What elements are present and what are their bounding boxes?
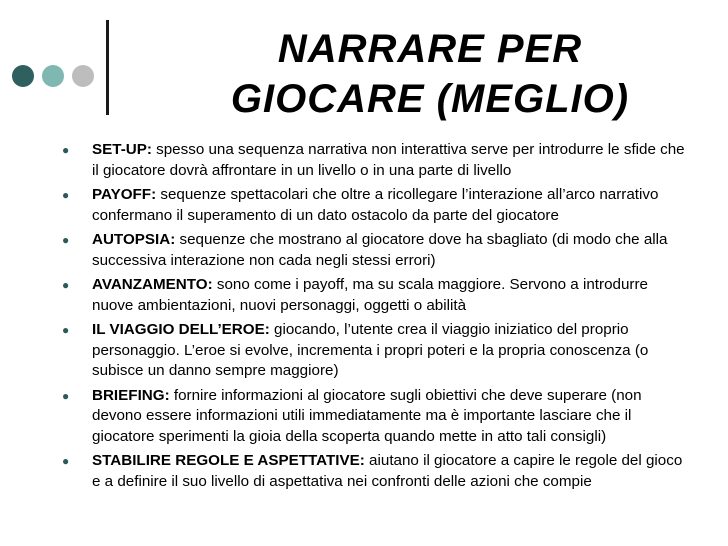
circle-bullet-icon: ● — [62, 323, 70, 337]
item-text: giocando, l’utente crea il viaggio iniziatico del proprio personaggio. L’eroe si evolve, incrementa i propri poteri e la propria conoscenza (o subisce un danno sempre maggiore) — [92, 321, 649, 379]
list-item — [62, 386, 687, 448]
item-label: SET-UP: — [92, 141, 152, 158]
bullet-list — [62, 140, 687, 496]
circle-bullet-icon: ● — [62, 188, 70, 202]
decorative-vertical-line — [106, 20, 109, 115]
item-label: BRIEFING: — [92, 386, 170, 404]
circle-bullet-icon: ● — [62, 388, 70, 403]
circle-bullet-icon: ● — [62, 233, 70, 247]
slide-title-line-2: GIOCARE (MEGLIO) — [230, 77, 630, 121]
list-item — [62, 185, 687, 226]
decorative-dot-teal — [42, 65, 64, 87]
item-text: sequenze spettacolari che oltre a ricollegare l’interazione all’arco narrativo confermano il superamento di un dato ostacolo da parte del giocatore — [92, 186, 659, 224]
item-text: fornire informazioni al giocatore sugli obiettivi che deve superare (non devono essere informazioni utili immediatamente ma è importante lasciare che il giocatore sperimenti la gioia della scoperta quando mette in atto tali consigli) — [92, 386, 642, 445]
item-label: IL VIAGGIO DELL’EROE: — [92, 321, 270, 338]
list-item — [62, 275, 687, 316]
item-label: PAYOFF: — [92, 186, 157, 203]
decorative-dot-gray — [72, 65, 94, 87]
item-text: sono come i payoff, ma su scala maggiore. Servono a introdurre nuove ambientazioni, nuovi personaggi, oggetti o abilità — [92, 276, 648, 314]
item-text: sequenze che mostrano al giocatore dove ha sbagliato (di modo che alla successiva interazione non cada negli stessi errori) — [92, 231, 668, 269]
circle-bullet-icon: ● — [62, 454, 70, 468]
item-label: STABILIRE REGOLE E ASPETTATIVE: — [92, 452, 365, 469]
decorative-dot-dark — [12, 65, 34, 87]
item-label: AUTOPSIA: — [92, 231, 176, 248]
circle-bullet-icon: ● — [62, 143, 70, 157]
item-text: spesso una sequenza narrativa non interattiva serve per introdurre le sfide che il giocatore dovrà affrontare in un livello o in una parte di livello — [92, 141, 685, 179]
slide-title-line-1: NARRARE PER — [277, 27, 583, 71]
item-label: AVANZAMENTO: — [92, 276, 213, 293]
item-text: aiutano il giocatore a capire le regole del gioco e a definire il suo livello di aspettativa nei confronti delle azioni che compie — [92, 452, 683, 490]
circle-bullet-icon: ● — [62, 278, 70, 292]
list-item — [62, 230, 687, 271]
list-item — [62, 451, 687, 492]
list-item — [62, 320, 687, 382]
list-item — [62, 140, 687, 181]
slide-title — [150, 24, 710, 124]
